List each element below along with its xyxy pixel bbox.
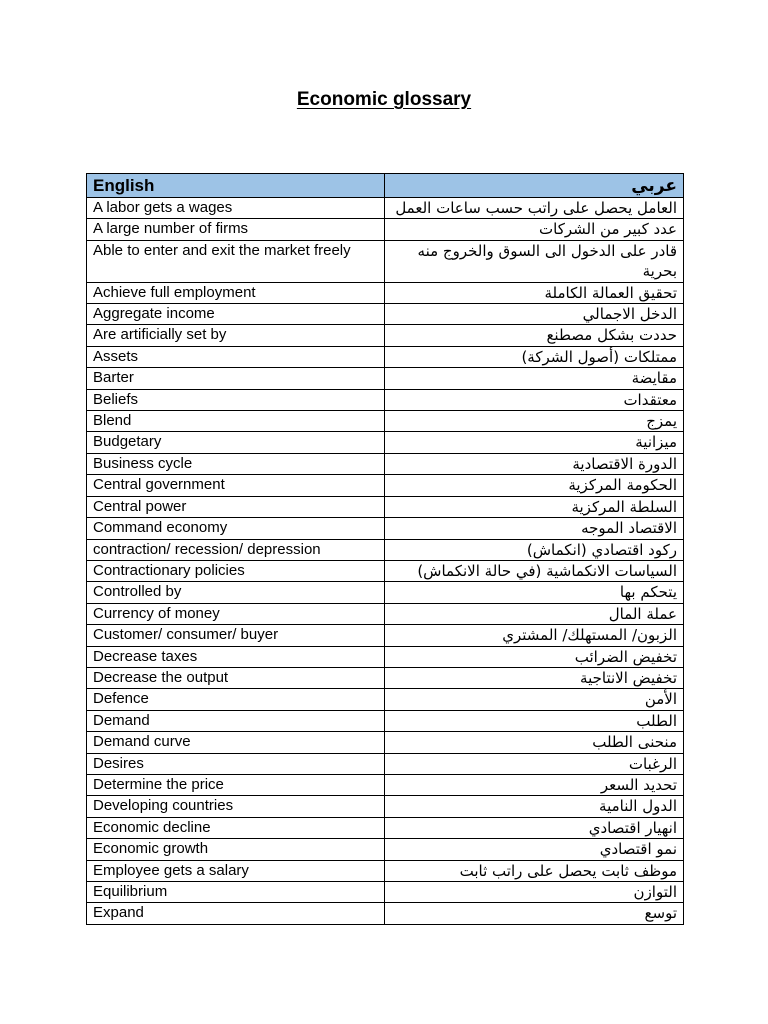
arabic-column-header: عربي xyxy=(385,174,684,198)
arabic-term: السلطة المركزية xyxy=(385,496,684,517)
english-column-header: English xyxy=(87,174,385,198)
english-term: Demand xyxy=(87,710,385,731)
table-row xyxy=(87,475,684,496)
english-term: A large number of firms xyxy=(87,219,385,240)
arabic-term: موظف ثابت يحصل على راتب ثابت xyxy=(385,860,684,881)
arabic-term: الزبون/ المستهلك/ المشتري xyxy=(385,625,684,646)
english-term: Equilibrium xyxy=(87,882,385,903)
arabic-term: حددت بشكل مصطنع xyxy=(385,325,684,346)
arabic-term: التوازن xyxy=(385,882,684,903)
table-row xyxy=(87,240,684,282)
arabic-term: منحنى الطلب xyxy=(385,732,684,753)
table-row xyxy=(87,518,684,539)
page-title: Economic glossary xyxy=(296,89,472,110)
english-term: Controlled by xyxy=(87,582,385,603)
arabic-term: تحقيق العمالة الكاملة xyxy=(385,282,684,303)
english-term: Central government xyxy=(87,475,385,496)
table-row xyxy=(87,689,684,710)
english-term: Aggregate income xyxy=(87,304,385,325)
table-row xyxy=(87,774,684,795)
english-term: Customer/ consumer/ buyer xyxy=(87,625,385,646)
arabic-term: عدد كبير من الشركات xyxy=(385,219,684,240)
table-row xyxy=(87,560,684,581)
table-row xyxy=(87,453,684,474)
table-row xyxy=(87,625,684,646)
table-row xyxy=(87,882,684,903)
english-term: Central power xyxy=(87,496,385,517)
arabic-term: الأمن xyxy=(385,689,684,710)
table-row xyxy=(87,539,684,560)
english-term: Achieve full employment xyxy=(87,282,385,303)
english-term: Budgetary xyxy=(87,432,385,453)
arabic-term: ميزانية xyxy=(385,432,684,453)
arabic-term: ممتلكات (أصول الشركة) xyxy=(385,346,684,367)
table-row xyxy=(87,304,684,325)
english-term: Decrease the output xyxy=(87,667,385,688)
table-row xyxy=(87,603,684,624)
arabic-term: انهيار اقتصادي xyxy=(385,817,684,838)
table-row xyxy=(87,389,684,410)
arabic-term: يمزج xyxy=(385,411,684,432)
english-term: Economic growth xyxy=(87,839,385,860)
table-header-row xyxy=(87,174,684,198)
arabic-term: نمو اقتصادي xyxy=(385,839,684,860)
arabic-term: الاقتصاد الموجه xyxy=(385,518,684,539)
table-row xyxy=(87,368,684,389)
arabic-term: الدخل الاجمالي xyxy=(385,304,684,325)
arabic-term: العامل يحصل على راتب حسب ساعات العمل xyxy=(385,198,684,219)
arabic-term: عملة المال xyxy=(385,603,684,624)
arabic-term: مقايضة xyxy=(385,368,684,389)
english-term: Currency of money xyxy=(87,603,385,624)
table-row xyxy=(87,796,684,817)
table-row xyxy=(87,839,684,860)
table-row xyxy=(87,667,684,688)
table-row xyxy=(87,219,684,240)
arabic-term: قادر على الدخول الى السوق والخروج منه بحرية xyxy=(385,240,684,282)
english-term: Command economy xyxy=(87,518,385,539)
english-term: Employee gets a salary xyxy=(87,860,385,881)
english-term: Barter xyxy=(87,368,385,389)
arabic-term: السياسات الانكماشية (في حالة الانكماش) xyxy=(385,560,684,581)
english-term: Blend xyxy=(87,411,385,432)
table-row xyxy=(87,710,684,731)
english-term: Business cycle xyxy=(87,453,385,474)
english-term: Beliefs xyxy=(87,389,385,410)
arabic-term: الحكومة المركزية xyxy=(385,475,684,496)
english-term: Developing countries xyxy=(87,796,385,817)
english-term: Expand xyxy=(87,903,385,924)
english-term: Determine the price xyxy=(87,774,385,795)
arabic-term: الدول النامية xyxy=(385,796,684,817)
english-term: Able to enter and exit the market freely xyxy=(87,240,385,282)
table-row xyxy=(87,411,684,432)
arabic-term: الطلب xyxy=(385,710,684,731)
table-row xyxy=(87,903,684,924)
arabic-term: تخفيض الضرائب xyxy=(385,646,684,667)
table-row xyxy=(87,346,684,367)
table-row xyxy=(87,860,684,881)
arabic-term: يتحكم بها xyxy=(385,582,684,603)
english-term: Defence xyxy=(87,689,385,710)
glossary-table xyxy=(86,173,684,925)
table-row xyxy=(87,646,684,667)
arabic-term: توسع xyxy=(385,903,684,924)
english-term: Decrease taxes xyxy=(87,646,385,667)
table-row xyxy=(87,753,684,774)
arabic-term: تخفيض الانتاجية xyxy=(385,667,684,688)
glossary-body xyxy=(87,198,684,925)
table-row xyxy=(87,325,684,346)
arabic-term: تحديد السعر xyxy=(385,774,684,795)
table-row xyxy=(87,282,684,303)
english-term: Desires xyxy=(87,753,385,774)
table-row xyxy=(87,582,684,603)
arabic-term: الرغبات xyxy=(385,753,684,774)
english-term: Are artificially set by xyxy=(87,325,385,346)
table-row xyxy=(87,432,684,453)
english-term: contraction/ recession/ depression xyxy=(87,539,385,560)
arabic-term: ركود اقتصادي (انكماش) xyxy=(385,539,684,560)
table-row xyxy=(87,732,684,753)
english-term: Economic decline xyxy=(87,817,385,838)
table-row xyxy=(87,198,684,219)
english-term: Assets xyxy=(87,346,385,367)
arabic-term: معتقدات xyxy=(385,389,684,410)
table-row xyxy=(87,817,684,838)
english-term: Demand curve xyxy=(87,732,385,753)
arabic-term: الدورة الاقتصادية xyxy=(385,453,684,474)
english-term: Contractionary policies xyxy=(87,560,385,581)
english-term: A labor gets a wages xyxy=(87,198,385,219)
table-row xyxy=(87,496,684,517)
